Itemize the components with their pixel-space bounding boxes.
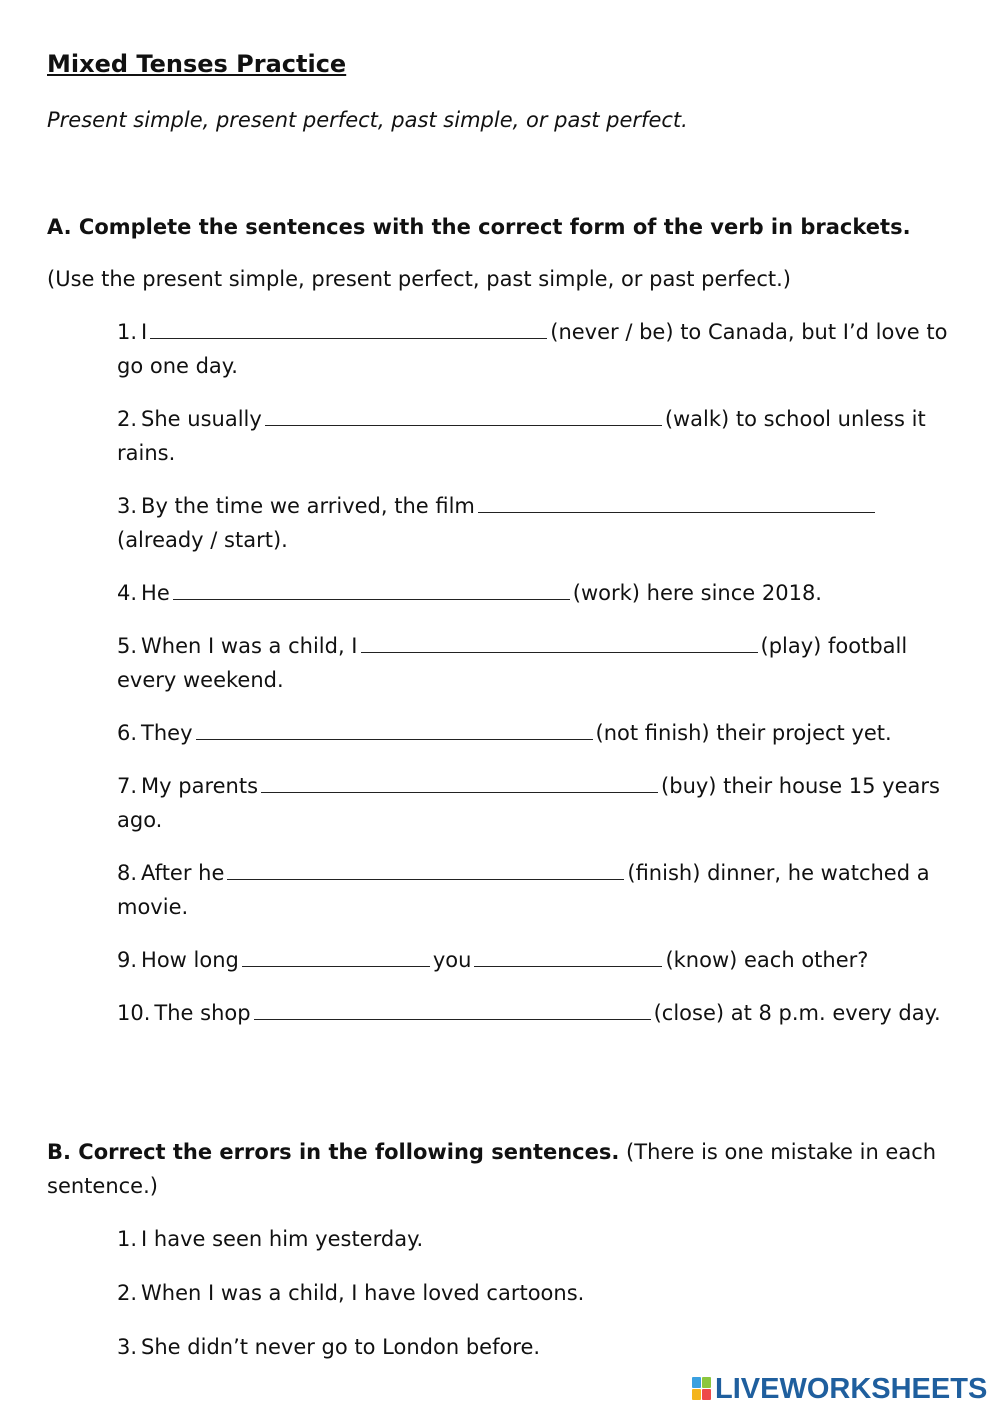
liveworksheets-logo-icon xyxy=(692,1377,712,1401)
answer-blank-9a[interactable] xyxy=(242,946,430,967)
item-text-after: (not finish) their project yet. xyxy=(595,721,892,745)
correction-item-3 xyxy=(117,1330,957,1364)
item-text-before: My parents xyxy=(141,774,259,798)
item-text-after: (walk) to school unless it rains. xyxy=(117,407,926,465)
correction-item-2 xyxy=(117,1276,957,1310)
answer-blank-6[interactable] xyxy=(196,719,593,740)
item-text-middle: you xyxy=(432,948,472,972)
exercise-item-4 xyxy=(117,576,957,610)
item-number: 10. xyxy=(117,1001,151,1025)
answer-blank-4[interactable] xyxy=(173,579,570,600)
item-number: 1. xyxy=(117,320,138,344)
section-a-heading: A. Complete the sentences with the correct form of the verb in brackets. xyxy=(47,215,911,239)
item-number: 5. xyxy=(117,634,138,658)
correction-text: She didn’t never go to London before. xyxy=(141,1335,541,1359)
item-text-before: When I was a child, I xyxy=(141,634,358,658)
correction-text: I have seen him yesterday. xyxy=(141,1227,424,1251)
item-text-after: (finish) dinner, he watched a movie. xyxy=(117,861,930,919)
section-b-heading xyxy=(47,1135,957,1203)
item-number: 6. xyxy=(117,721,138,745)
worksheet-title: Mixed Tenses Practice xyxy=(47,50,347,78)
item-text-before: How long xyxy=(141,948,239,972)
exercise-item-6 xyxy=(117,716,957,750)
item-number: 9. xyxy=(117,948,138,972)
section-b-list xyxy=(117,1222,957,1384)
answer-blank-7[interactable] xyxy=(261,772,658,793)
answer-blank-9b[interactable] xyxy=(474,946,662,967)
item-text-before: I xyxy=(141,320,148,344)
answer-blank-3[interactable] xyxy=(478,492,875,513)
section-b-heading-bold: B. Correct the errors in the following sentences. xyxy=(47,1140,620,1164)
worksheet-subtitle: Present simple, present perfect, past simple, or past perfect. xyxy=(47,108,688,132)
item-text-after: (work) here since 2018. xyxy=(572,581,822,605)
item-text-before: The shop xyxy=(154,1001,251,1025)
exercise-item-8 xyxy=(117,856,957,924)
exercise-item-1 xyxy=(117,315,957,383)
section-a-list xyxy=(117,315,957,1049)
item-text-after: (already / start). xyxy=(117,528,288,552)
answer-blank-1[interactable] xyxy=(150,318,547,339)
item-number: 2. xyxy=(117,407,138,431)
exercise-item-2 xyxy=(117,402,957,470)
item-text-after: (play) football every weekend. xyxy=(117,634,908,692)
exercise-item-3 xyxy=(117,489,957,557)
exercise-item-10 xyxy=(117,996,957,1030)
item-number: 3. xyxy=(117,1335,138,1359)
item-text-before: After he xyxy=(141,861,225,885)
correction-item-1 xyxy=(117,1222,957,1256)
item-text-before: By the time we arrived, the film xyxy=(141,494,475,518)
liveworksheets-logo[interactable] xyxy=(692,1372,987,1406)
answer-blank-5[interactable] xyxy=(361,632,758,653)
answer-blank-2[interactable] xyxy=(265,405,662,426)
item-text-before: They xyxy=(141,721,193,745)
item-text-after: (know) each other? xyxy=(665,948,869,972)
item-number: 8. xyxy=(117,861,138,885)
exercise-item-5 xyxy=(117,629,957,697)
logo-text: LIVEWORKSHEETS xyxy=(715,1373,988,1405)
item-number: 4. xyxy=(117,581,138,605)
item-text-after: (never / be) to Canada, but I’d love to go one day. xyxy=(117,320,948,378)
section-a-note: (Use the present simple, present perfect, past simple, or past perfect.) xyxy=(47,267,792,291)
item-text-after: (close) at 8 p.m. every day. xyxy=(653,1001,941,1025)
item-number: 1. xyxy=(117,1227,138,1251)
item-text-before: She usually xyxy=(141,407,262,431)
section-b-heading-rest: (There is one mistake in each sentence.) xyxy=(47,1140,937,1198)
correction-text: When I was a child, I have loved cartoons. xyxy=(141,1281,585,1305)
item-text-after: (buy) their house 15 years ago. xyxy=(117,774,940,832)
exercise-item-9 xyxy=(117,943,957,977)
item-number: 3. xyxy=(117,494,138,518)
answer-blank-8[interactable] xyxy=(227,859,624,880)
item-number: 2. xyxy=(117,1281,138,1305)
answer-blank-10[interactable] xyxy=(254,999,651,1020)
item-number: 7. xyxy=(117,774,138,798)
exercise-item-7 xyxy=(117,769,957,837)
item-text-before: He xyxy=(141,581,170,605)
